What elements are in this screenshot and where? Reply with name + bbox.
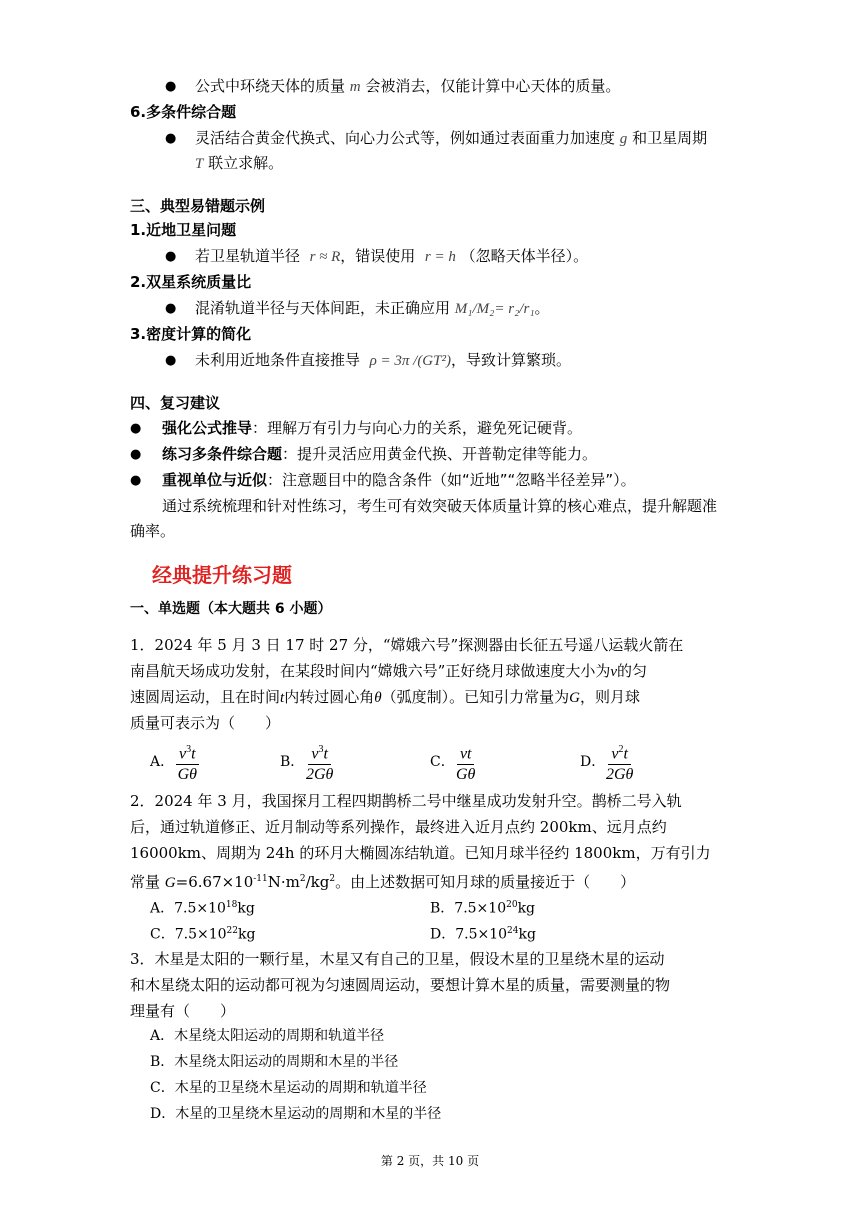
question-1-line: 南昌航天场成功发射，在某段时间内“嫦娥六号”正好绕月球做速度大小为v的匀 <box>130 662 648 680</box>
question-2-line: 后，通过轨道修正、近月制动等系列操作，最终进入近月点约 200km、远月点约 <box>130 818 667 836</box>
bullet-icon: ● <box>165 353 177 368</box>
option-c: C．$7.5\times 10^{22}kg$ <box>150 926 256 943</box>
paragraph-line: 通过系统梳理和针对性练习，考生可有效突破天体质量计算的核心难点，提升解题准 <box>162 497 718 515</box>
subheading: 3.密度计算的简化 <box>130 325 252 343</box>
paragraph-line: 确率。 <box>130 522 176 540</box>
option-a: A．$7.5\times 10^{18}kg$ <box>150 900 255 917</box>
option-d-fraction: $\frac{v^2t}{2G\theta}$ <box>606 741 633 784</box>
option-c: C．木星的卫星绕木星运动的周期和轨道半径 <box>150 1080 427 1096</box>
section-title: 三、典型易错题示例 <box>130 197 266 215</box>
bullet-icon: ● <box>165 249 177 264</box>
bullet-item: 未利用近地条件直接推导 ρ = 3π /(GT²)，导致计算繁琐。 <box>195 351 571 369</box>
section-title: 一、单选题（本大题共 6 小题） <box>130 601 332 617</box>
bullet-item: 重视单位与近似：注意题目中的隐含条件（如“近地”“忽略半径差异”）。 <box>162 471 636 489</box>
bullet-icon: ● <box>130 447 142 462</box>
page-number-footer: 第 2 页，共 10 页 <box>380 1154 480 1168</box>
question-1-line: 质量可表示为（ ） <box>130 714 281 732</box>
bullet-item: 混淆轨道半径与天体间距，未正确应用 M₁/M₂= r₂/r₁。 <box>195 299 550 317</box>
section-title: 四、复习建议 <box>130 394 221 412</box>
question-1-line: 速圆周运动，且在时间t内转过圆心角θ（弧度制）。已知引力常量为G，则月球 <box>130 688 640 706</box>
bullet-icon: ● <box>130 421 142 436</box>
bullet-item: 公式中环绕天体的质量 m 会被消去，仅能计算中心天体的质量。 <box>195 77 621 95</box>
bullet-item: 灵活结合黄金代换式、向心力公式等，例如通过表面重力加速度 g 和卫星周期 <box>195 129 708 147</box>
option-a: A．木星绕太阳运动的周期和轨道半径 <box>150 1028 385 1044</box>
option-d: D．木星的卫星绕木星运动的周期和木星的半径 <box>150 1106 442 1122</box>
question-3-line: 和木星绕太阳的运动都可视为匀速圆周运动，要想计算木星的质量，需要测量的物 <box>130 976 671 994</box>
question-3-line: 3．木星是太阳的一颗行星，木星又有自己的卫星，假设木星的卫星绕木星的运动 <box>130 950 665 968</box>
bullet-icon: ● <box>165 79 177 94</box>
subheading: 6.多条件综合题 <box>130 103 237 121</box>
bullet-icon: ● <box>165 301 177 316</box>
bullet-item: 若卫星轨道半径 r ≈ R，错误使用 r = h （忽略天体半径）。 <box>195 247 589 265</box>
question-2-line: 常量 $G=6.67\times 10^{-11}N\cdot m^2/kg^2$。由上述数据可知月球的质量接近于（ ） <box>130 873 636 891</box>
exercise-title: 经典提升练习题 <box>152 563 292 587</box>
option-d-label: D． <box>580 754 606 770</box>
subheading: 2.双星系统质量比 <box>130 273 252 291</box>
question-1-line: 1．2024 年 5 月 3 日 17 时 27 分，“嫦娥六号”探测器由长征五号遥八运载火箭在 <box>130 636 684 654</box>
option-b: B．木星绕太阳运动的周期和木星的半径 <box>150 1054 399 1070</box>
option-c-fraction: $\frac{vt}{G\theta}$ <box>456 741 475 784</box>
option-d: D．$7.5\times 10^{24}kg$ <box>430 926 536 943</box>
bullet-item-continued: T 联立求解。 <box>195 154 284 172</box>
bullet-item: 练习多条件综合题：提升灵活应用黄金代换、开普勒定律等能力。 <box>162 445 598 463</box>
option-b: B．$7.5\times 10^{20}kg$ <box>430 900 536 917</box>
subheading: 1.近地卫星问题 <box>130 221 237 239</box>
option-b-fraction: $\frac{v^3t}{2G\theta}$ <box>306 741 333 784</box>
option-a-fraction: $\frac{v^3t}{G\theta}$ <box>176 741 199 784</box>
question-3-line: 理量有（ ） <box>130 1002 236 1020</box>
bullet-icon: ● <box>165 131 177 146</box>
bullet-icon: ● <box>130 473 142 488</box>
bullet-item: 强化公式推导：理解万有引力与向心力的关系，避免死记硬背。 <box>162 419 583 437</box>
question-2-line: 2．2024 年 3 月，我国探月工程四期鹊桥二号中继星成功发射升空。鹊桥二号入轨 <box>130 792 682 810</box>
option-b-label: B． <box>280 754 305 770</box>
option-c-label: C． <box>430 754 455 770</box>
question-2-line: 16000km、周期为 24h 的环月大椭圆冻结轨道。已知月球半径约 1800km，万有引力 <box>130 844 711 862</box>
option-a-label: A． <box>150 754 175 770</box>
